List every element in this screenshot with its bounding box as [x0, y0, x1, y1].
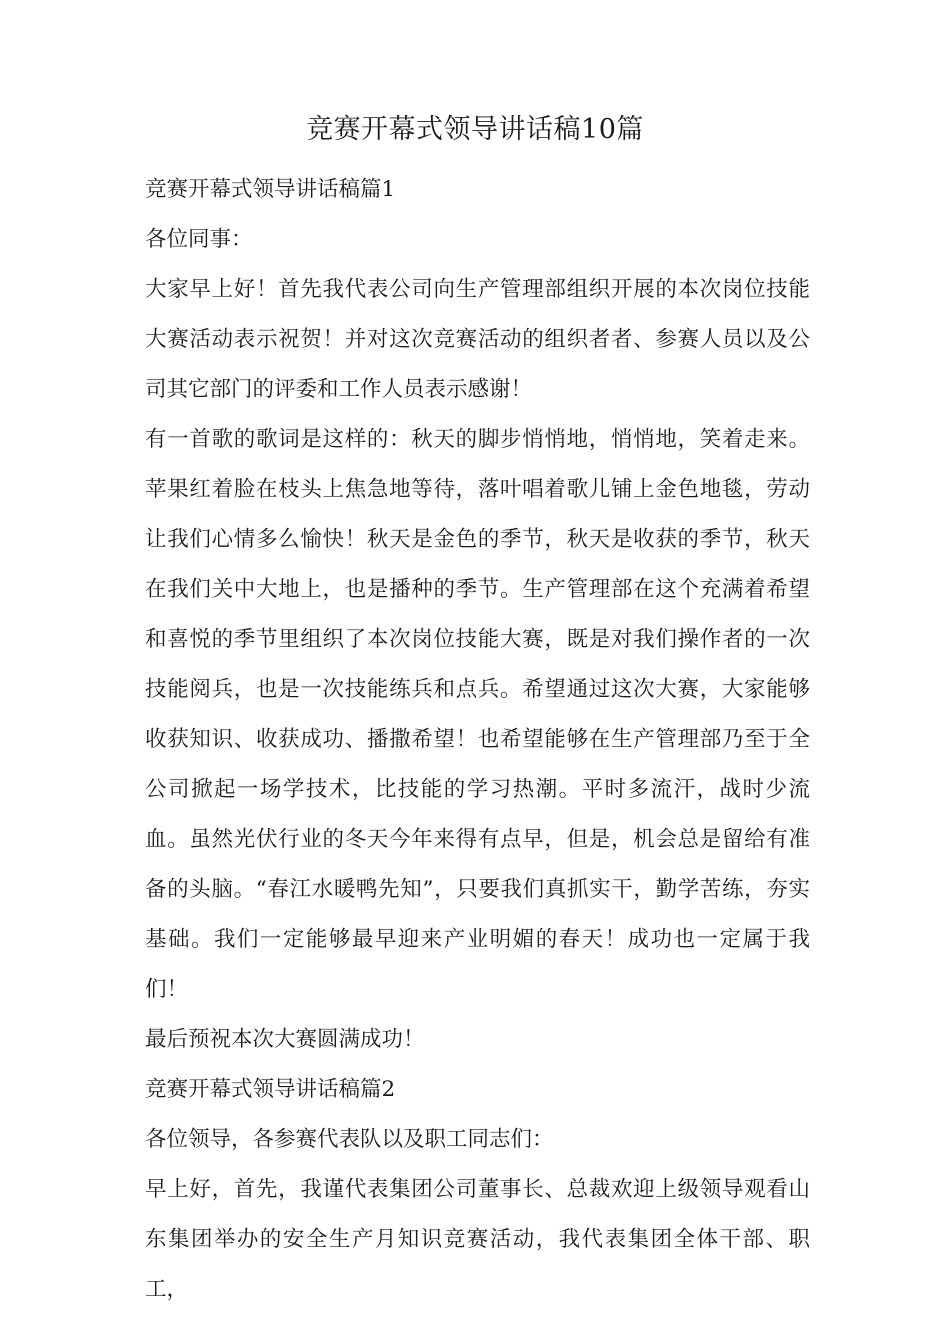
paragraph: 有一首歌的歌词是这样的：秋天的脚步悄悄地，悄悄地，笑着走来。苹果红着脸在枝头上焦急地等待，落叶唱着歌儿铺上金色地毯，劳动让我们心情多么愉快！秋天是金色的季节，秋天是收获的季节，秋天在我们关中大地上，也是播种的季节。生产管理部在这个充满着希望和喜悦的季节里组织了本次岗位技能大赛，既是对我们操作者的一次技能阅兵，也是一次技能练兵和点兵。希望通过这次大赛，大家能够收获知识、收获成功、播撒希望！也希望能够在生产管理部乃至于全公司掀起一场学技术，比技能的学习热潮。平时多流汗，战时少流血。虽然光伏行业的冬天今年来得有点早，但是，机会总是留给有准备的头脑。“春江水暖鸭先知”，只要我们真抓实干，勤学苦练，夯实基础。我们一定能够最早迎来产业明媚的春天！成功也一定属于我们！ — [145, 427, 810, 1002]
section-heading-1: 竞赛开幕式领导讲话稿篇1 — [145, 177, 396, 202]
salutation-1: 各位同事： — [145, 227, 253, 252]
document-body — [145, 165, 810, 1315]
paragraph: 早上好，首先，我谨代表集团公司董事长、总裁欢迎上级领导观看山东集团举办的安全生产月知识竞赛活动，我代表集团全体干部、职工， — [145, 1177, 810, 1302]
section-heading-2: 竞赛开幕式领导讲话稿篇2 — [145, 1077, 396, 1102]
paragraph: 最后预祝本次大赛圆满成功！ — [145, 1027, 425, 1052]
salutation-2: 各位领导，各参赛代表队以及职工同志们： — [145, 1127, 554, 1152]
paragraph: 大家早上好！首先我代表公司向生产管理部组织开展的本次岗位技能大赛活动表示祝贺！并对这次竞赛活动的组织者者、参赛人员以及公司其它部门的评委和工作人员表示感谢！ — [145, 277, 810, 402]
document-title: 竞赛开幕式领导讲话稿10篇 — [306, 114, 644, 145]
